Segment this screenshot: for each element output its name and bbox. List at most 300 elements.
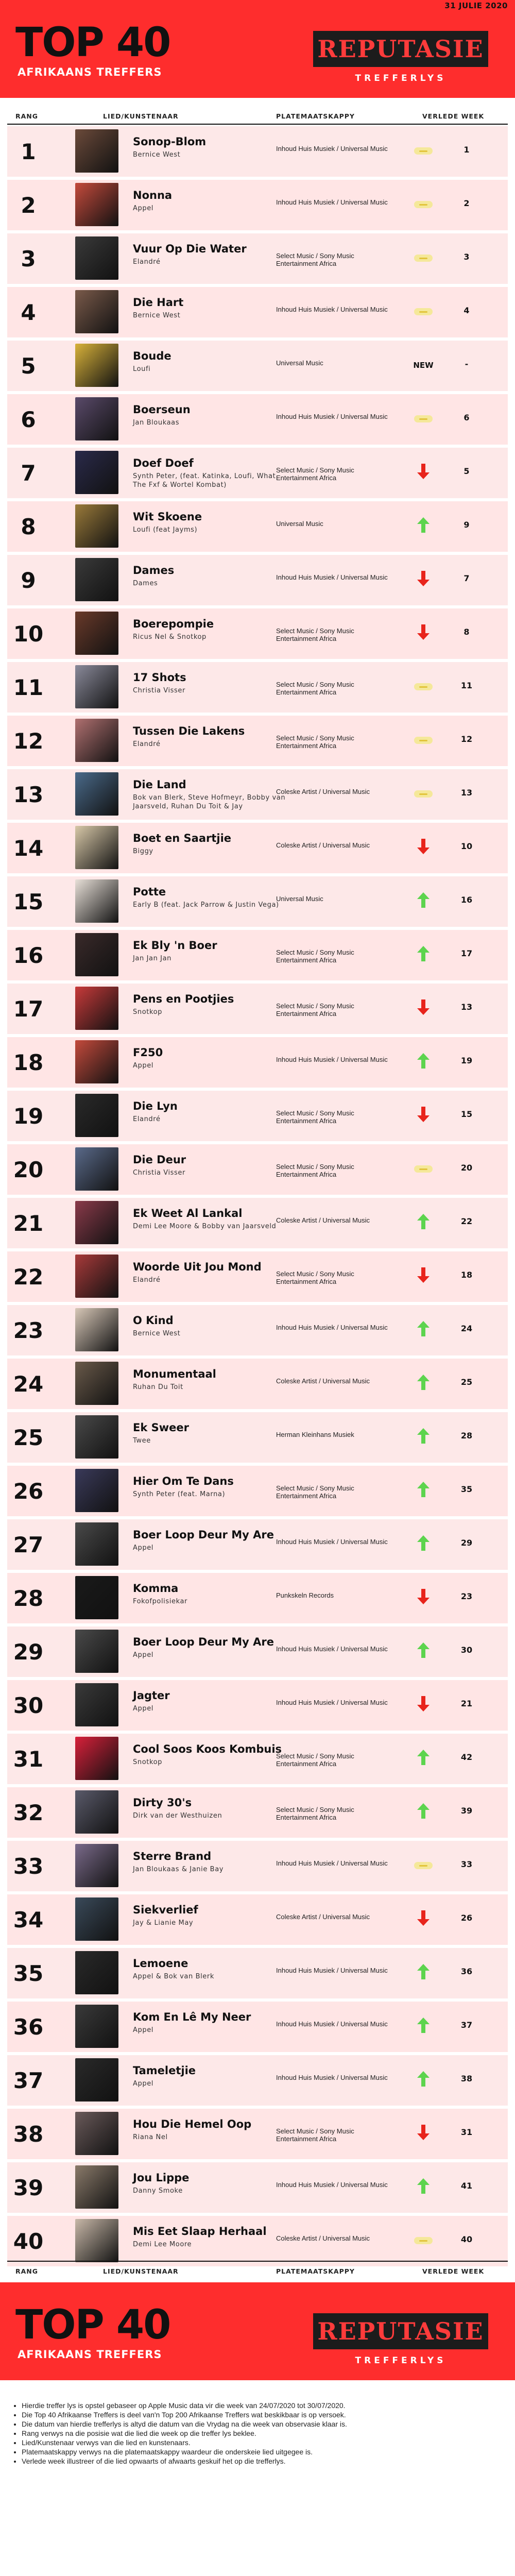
last-week-position: 33 — [460, 1859, 473, 1869]
song-title: Vuur Op Die Water — [133, 243, 247, 255]
artist-name: Appel — [133, 2026, 154, 2034]
record-label: Select Music / Sony Music Entertainment Africa — [276, 734, 354, 750]
chart-row — [7, 1037, 508, 1091]
chart-row — [7, 716, 508, 769]
movement-indicator — [413, 624, 434, 642]
rank-number: 21 — [13, 1211, 44, 1236]
rank-number: 36 — [13, 2014, 44, 2040]
no-change-icon — [414, 2237, 433, 2244]
col-rank: RANG — [15, 112, 39, 120]
record-label: Inhoud Huis Musiek / Universal Music — [276, 1699, 388, 1706]
movement-indicator — [413, 1267, 434, 1285]
movement-indicator — [413, 2124, 434, 2143]
chart-row — [7, 1626, 508, 1680]
record-label: Universal Music — [276, 359, 323, 367]
song-title: 17 Shots — [133, 671, 186, 684]
arrow-down-icon — [417, 1106, 430, 1125]
chart-row — [7, 448, 508, 501]
chart-row — [7, 1305, 508, 1359]
album-cover — [75, 772, 118, 816]
note-item: • Die Top 40 Afrikaanse Treffers is deel van'n Top 200 Afrikaanse Treffers wat beskikbaar is op versoek. — [22, 2410, 505, 2419]
record-label: Inhoud Huis Musiek / Universal Music — [276, 2074, 388, 2081]
record-label: Coleske Artist / Universal Music — [276, 2234, 370, 2242]
top40-subtitle-footer: AFRIKAANS TREFFERS — [18, 2348, 162, 2361]
last-week-position: 37 — [460, 2020, 473, 2030]
artist-name: Dirk van der Westhuizen — [133, 1812, 222, 1820]
last-week-position: 2 — [464, 198, 470, 208]
song-title: Boer Loop Deur My Are — [133, 1636, 274, 1648]
artist-name: Bok van Blerk, Steve Hofmeyr, Bobby van Jaarsveld, Ruhan Du Toit & Jay — [133, 794, 286, 810]
chart-row — [7, 1573, 508, 1626]
rank-number: 31 — [13, 1747, 44, 1772]
rank-number: 6 — [21, 407, 36, 432]
album-cover — [75, 1469, 118, 1512]
song-title: Siekverlief — [133, 1904, 198, 1916]
last-week-position: 12 — [460, 734, 473, 744]
movement-indicator — [413, 1588, 434, 1607]
artist-name: Snotkop — [133, 1758, 163, 1766]
rank-number: 5 — [21, 353, 36, 379]
artist-name: Appel — [133, 2080, 154, 2088]
rank-number: 30 — [13, 1693, 44, 1718]
song-title: Komma — [133, 1582, 179, 1595]
song-title: Die Deur — [133, 1154, 186, 1166]
record-label: Inhoud Huis Musiek / Universal Music — [276, 2020, 388, 2028]
rank-number: 19 — [13, 1104, 44, 1129]
top40-title: TOP 40 — [15, 20, 170, 66]
last-week-position: 42 — [460, 1752, 473, 1762]
record-label: Select Music / Sony Music Entertainment Africa — [276, 1752, 354, 1768]
arrow-up-icon — [417, 1642, 430, 1661]
artist-name: Jay & Lianie May — [133, 1919, 194, 1927]
arrow-up-icon — [417, 1535, 430, 1554]
chart-row — [7, 2055, 508, 2109]
record-label: Select Music / Sony Music Entertainment Africa — [276, 1270, 354, 1285]
album-cover — [75, 2165, 118, 2209]
chart-row — [7, 1680, 508, 1734]
album-cover — [75, 933, 118, 976]
last-week-position: 13 — [460, 788, 473, 798]
rank-number: 12 — [13, 728, 44, 754]
album-cover — [75, 1576, 118, 1619]
last-week-position: 8 — [464, 627, 470, 637]
col-label: PLATEMAATSKAPPY — [276, 112, 355, 120]
last-week-position: 16 — [460, 895, 473, 905]
arrow-down-icon — [417, 570, 430, 589]
song-title: Die Land — [133, 778, 186, 791]
song-title: Die Hart — [133, 296, 184, 309]
album-cover — [75, 451, 118, 494]
chart-row — [7, 501, 508, 555]
song-title: Boet en Saartjie — [133, 832, 232, 844]
rank-number: 18 — [13, 1050, 44, 1075]
chart-row — [7, 1091, 508, 1144]
movement-indicator — [413, 2071, 434, 2089]
movement-indicator — [413, 570, 434, 589]
rank-number: 32 — [13, 1800, 44, 1825]
artist-name: Appel & Bok van Blerk — [133, 1973, 214, 1980]
rank-number: 22 — [13, 1264, 44, 1290]
record-label: Coleske Artist / Universal Music — [276, 841, 370, 849]
notes-list — [10, 2401, 505, 2466]
last-week-position: 31 — [460, 2127, 473, 2137]
rank-number: 37 — [13, 2068, 44, 2093]
column-footer — [0, 2263, 515, 2279]
artist-name: Synth Peter, (feat. Katinka, Loufi, What The Fxf & Wortel Kombat) — [133, 472, 276, 489]
album-cover — [75, 1790, 118, 1834]
album-cover — [75, 504, 118, 548]
chart-row — [7, 1841, 508, 1894]
artist-name: Elandré — [133, 1276, 161, 1284]
last-week-position: 7 — [464, 573, 470, 583]
artist-name: Elandré — [133, 740, 161, 748]
chart-row — [7, 1466, 508, 1519]
album-cover — [75, 987, 118, 1030]
rank-number: 17 — [13, 996, 44, 1022]
arrow-up-icon — [417, 892, 430, 911]
arrow-up-icon — [417, 945, 430, 964]
rank-number: 11 — [13, 675, 44, 700]
song-title: Mis Eet Slaap Herhaal — [133, 2225, 267, 2238]
album-cover — [75, 826, 118, 869]
album-cover — [75, 397, 118, 440]
last-week-position: 23 — [460, 1591, 473, 1601]
album-cover — [75, 1951, 118, 1994]
arrow-down-icon — [417, 2124, 430, 2143]
artist-name: Loufi — [133, 365, 151, 373]
record-label: Inhoud Huis Musiek / Universal Music — [276, 1645, 388, 1653]
artist-name: Appel — [133, 1544, 154, 1552]
rank-number: 7 — [21, 461, 36, 486]
album-cover — [75, 558, 118, 601]
album-cover — [75, 719, 118, 762]
artist-name: Jan Bloukaas — [133, 419, 180, 427]
arrow-down-icon — [417, 1910, 430, 1929]
arrow-up-icon — [417, 1481, 430, 1500]
header-divider — [7, 124, 508, 125]
song-title: Kom En Lê My Neer — [133, 2011, 251, 2023]
song-title: Tussen Die Lakens — [133, 725, 245, 737]
last-week-position: 4 — [464, 306, 470, 315]
footer-divider — [7, 2261, 508, 2262]
album-cover — [75, 236, 118, 280]
artist-name: Fokofpolisiekar — [133, 1598, 187, 1605]
rank-number: 15 — [13, 889, 44, 914]
artist-name: Twee — [133, 1437, 151, 1445]
album-cover — [75, 2112, 118, 2155]
last-week-position: 40 — [460, 2234, 473, 2244]
last-week-position: 35 — [460, 1484, 473, 1494]
record-label: Select Music / Sony Music Entertainment Africa — [276, 627, 354, 642]
movement-indicator — [413, 302, 434, 321]
movement-indicator — [413, 1535, 434, 1553]
rank-number: 39 — [13, 2175, 44, 2200]
col-last-week: VERLEDE WEEK — [422, 112, 485, 120]
chart-row — [7, 2162, 508, 2216]
movement-indicator — [413, 1213, 434, 1232]
movement-indicator — [413, 1749, 434, 1768]
rank-number: 34 — [13, 1907, 44, 1933]
artist-name: Appel — [133, 205, 154, 212]
movement-indicator — [413, 356, 434, 375]
song-title: Nonna — [133, 189, 173, 201]
no-change-icon — [414, 1862, 433, 1869]
record-label: Universal Music — [276, 520, 323, 528]
last-week-position: 3 — [464, 252, 470, 262]
song-title: Ek Bly 'n Boer — [133, 939, 217, 952]
song-title: Jagter — [133, 1689, 170, 1702]
movement-indicator — [413, 1320, 434, 1339]
note-item: • Lied/Kunstenaar verwys van die lied en kunstenaars. — [22, 2438, 505, 2447]
movement-indicator — [413, 1696, 434, 1714]
chart-row — [7, 555, 508, 608]
record-label: Select Music / Sony Music Entertainment Africa — [276, 1109, 354, 1125]
record-label: Select Music / Sony Music Entertainment Africa — [276, 1806, 354, 1821]
artist-name: Bernice West — [133, 1330, 181, 1337]
movement-indicator — [413, 142, 434, 160]
rank-number: 3 — [21, 246, 36, 272]
column-header — [0, 108, 515, 124]
song-title: Hier Om Te Dans — [133, 1475, 234, 1487]
chart-row — [7, 1359, 508, 1412]
last-week-position: 25 — [460, 1377, 473, 1387]
artist-name: Elandré — [133, 258, 161, 266]
movement-indicator — [413, 517, 434, 535]
chart-row — [7, 1948, 508, 2002]
movement-indicator — [413, 1803, 434, 1821]
last-week-position: 30 — [460, 1645, 473, 1655]
album-cover — [75, 1683, 118, 1726]
album-cover — [75, 2219, 118, 2262]
song-title: Boer Loop Deur My Are — [133, 1529, 274, 1541]
movement-indicator — [413, 1481, 434, 1500]
arrow-down-icon — [417, 1588, 430, 1607]
no-change-icon — [414, 201, 433, 208]
chart-row — [7, 2109, 508, 2162]
artist-name: Appel — [133, 1651, 154, 1659]
movement-indicator — [413, 1910, 434, 1928]
movement-indicator — [413, 1160, 434, 1178]
record-label: Select Music / Sony Music Entertainment Africa — [276, 466, 354, 482]
song-title: Sterre Brand — [133, 1850, 212, 1862]
top40-subtitle: AFRIKAANS TREFFERS — [18, 66, 162, 78]
arrow-up-icon — [417, 2178, 430, 2197]
last-week-position: 19 — [460, 1056, 473, 1065]
rank-number: 8 — [21, 514, 36, 539]
artist-name: Christia Visser — [133, 1169, 185, 1177]
movement-indicator — [413, 1428, 434, 1446]
chart-row — [7, 930, 508, 984]
artist-name: Riana Nel — [133, 2133, 168, 2141]
record-label: Inhoud Huis Musiek / Universal Music — [276, 198, 388, 206]
last-week-position: 11 — [460, 681, 473, 690]
arrow-down-icon — [417, 999, 430, 1018]
album-cover — [75, 183, 118, 226]
chart-row — [7, 769, 508, 823]
song-title: Doef Doef — [133, 457, 194, 469]
artist-name: Ricus Nel & Snotkop — [133, 633, 207, 641]
rank-number: 40 — [13, 2229, 44, 2254]
movement-indicator — [413, 2231, 434, 2250]
record-label: Select Music / Sony Music Entertainment Africa — [276, 948, 354, 964]
col-label-footer: PLATEMAATSKAPPY — [276, 2267, 355, 2275]
no-change-icon — [414, 683, 433, 690]
record-label: Select Music / Sony Music Entertainment Africa — [276, 1484, 354, 1500]
movement-indicator — [413, 999, 434, 1018]
song-title: Jou Lippe — [133, 2172, 190, 2184]
artist-name: Biggy — [133, 848, 153, 855]
no-change-icon — [414, 308, 433, 315]
artist-name: Jan Jan Jan — [133, 955, 171, 962]
record-label: Coleske Artist / Universal Music — [276, 788, 370, 795]
rank-number: 1 — [21, 139, 36, 164]
album-cover — [75, 2005, 118, 2048]
album-cover — [75, 1415, 118, 1459]
song-title: Cool Soos Koos Kombuis — [133, 1743, 282, 1755]
song-title: Pens en Pootjies — [133, 993, 234, 1005]
arrow-up-icon — [417, 2017, 430, 2036]
chart-row — [7, 394, 508, 448]
rank-number: 20 — [13, 1157, 44, 1182]
song-title: Woorde Uit Jou Mond — [133, 1261, 262, 1273]
rank-number: 28 — [13, 1586, 44, 1611]
chart-row — [7, 1787, 508, 1841]
last-week-position: 22 — [460, 1216, 473, 1226]
movement-indicator — [413, 838, 434, 857]
artist-name: Jan Bloukaas & Janie Bay — [133, 1866, 224, 1873]
notes — [10, 2401, 505, 2466]
artist-name: Danny Smoke — [133, 2187, 183, 2195]
chart-row — [7, 1198, 508, 1251]
song-title: Monumentaal — [133, 1368, 216, 1380]
album-cover — [75, 879, 118, 923]
note-item: • Verlede week illustreer of die lied opwaarts of afwaarts geskuif het op die trefferlys. — [22, 2456, 505, 2466]
new-entry-badge: NEW — [413, 361, 434, 370]
rank-number: 23 — [13, 1318, 44, 1343]
chart-row — [7, 1734, 508, 1787]
album-cover — [75, 2058, 118, 2102]
movement-indicator — [413, 677, 434, 696]
artist-name: Bernice West — [133, 312, 181, 319]
rank-number: 33 — [13, 1854, 44, 1879]
record-label: Select Music / Sony Music Entertainment Africa — [276, 1163, 354, 1178]
last-week-position: 1 — [464, 145, 470, 155]
artist-name: Snotkop — [133, 1008, 163, 1016]
album-cover — [75, 1522, 118, 1566]
artist-name: Appel — [133, 1705, 154, 1713]
last-week-position: 24 — [460, 1324, 473, 1333]
chart-row — [7, 1412, 508, 1466]
song-title: Dirty 30's — [133, 1797, 192, 1809]
chart-row — [7, 1144, 508, 1198]
chart-row — [7, 287, 508, 341]
col-song-artist: LIED/KUNSTENAAR — [103, 112, 179, 120]
rank-number: 14 — [13, 836, 44, 861]
no-change-icon — [414, 1165, 433, 1173]
song-title: Boerseun — [133, 403, 191, 416]
last-week-position: 39 — [460, 1806, 473, 1816]
no-change-icon — [414, 147, 433, 155]
movement-indicator — [413, 195, 434, 214]
album-cover — [75, 1094, 118, 1137]
movement-indicator — [413, 2178, 434, 2196]
artist-name: Early B (feat. Jack Parrow & Justin Vega) — [133, 901, 279, 909]
arrow-down-icon — [417, 838, 430, 857]
movement-indicator — [413, 249, 434, 267]
rank-number: 13 — [13, 782, 44, 807]
song-title: Wit Skoene — [133, 511, 202, 523]
bottom-banner — [0, 2282, 515, 2380]
album-cover — [75, 344, 118, 387]
record-label: Inhoud Huis Musiek / Universal Music — [276, 413, 388, 420]
artist-name: Ruhan Du Toit — [133, 1383, 183, 1391]
arrow-up-icon — [417, 2071, 430, 2090]
record-label: Punkskeln Records — [276, 1591, 334, 1599]
song-title: Boerepompie — [133, 618, 214, 630]
record-label: Inhoud Huis Musiek / Universal Music — [276, 145, 388, 152]
chart-row — [7, 341, 508, 394]
chart-row — [7, 1519, 508, 1573]
last-week-position: 26 — [460, 1913, 473, 1923]
movement-indicator — [413, 1642, 434, 1660]
song-title: Dames — [133, 564, 175, 577]
last-week-position: 41 — [460, 2181, 473, 2191]
record-label: Select Music / Sony Music Entertainment Africa — [276, 681, 354, 696]
chart-date: 31 JULIE 2020 — [444, 1, 508, 10]
song-title: Boude — [133, 350, 171, 362]
chart-list — [7, 126, 508, 2269]
album-cover — [75, 1308, 118, 1351]
arrow-up-icon — [417, 1053, 430, 1072]
last-week-position: 13 — [460, 1002, 473, 1012]
song-title: Potte — [133, 886, 166, 898]
chart-row — [7, 876, 508, 930]
song-title: O Kind — [133, 1314, 174, 1327]
record-label: Select Music / Sony Music Entertainment Africa — [276, 1002, 354, 1018]
album-cover — [75, 1201, 118, 1244]
last-week-position: 5 — [464, 466, 470, 476]
movement-indicator — [413, 1963, 434, 1982]
note-item: • Hierdie treffer lys is opstel gebaseer op Apple Music data vir die week van 24/07/2020 tot 30/07/2020. — [22, 2401, 505, 2410]
record-label: Universal Music — [276, 895, 323, 903]
record-label: Inhoud Huis Musiek / Universal Music — [276, 1859, 388, 1867]
song-title: Tameletjie — [133, 2064, 196, 2077]
movement-indicator — [413, 2017, 434, 2036]
arrow-up-icon — [417, 1803, 430, 1822]
no-change-icon — [414, 790, 433, 798]
rank-number: 29 — [13, 1639, 44, 1665]
chart-row — [7, 1251, 508, 1305]
arrow-down-icon — [417, 1267, 430, 1286]
album-cover — [75, 1737, 118, 1780]
chart-row — [7, 2002, 508, 2055]
last-week-position: 6 — [464, 413, 470, 422]
rank-number: 25 — [13, 1425, 44, 1450]
movement-indicator — [413, 1856, 434, 1875]
last-week-position: 15 — [460, 1109, 473, 1119]
album-cover — [75, 1255, 118, 1298]
last-week-position: 17 — [460, 948, 473, 958]
top40-title-footer: TOP 40 — [15, 2302, 170, 2348]
rank-number: 24 — [13, 1371, 44, 1397]
note-item: • Rang verwys na die posisie wat die lied die week op die treffer lys beklee. — [22, 2429, 505, 2438]
top-banner — [0, 0, 515, 98]
last-week-position: 38 — [460, 2074, 473, 2083]
movement-indicator — [413, 1374, 434, 1393]
record-label: Coleske Artist / Universal Music — [276, 1913, 370, 1921]
chart-row — [7, 608, 508, 662]
record-label: Inhoud Huis Musiek / Universal Music — [276, 2181, 388, 2189]
